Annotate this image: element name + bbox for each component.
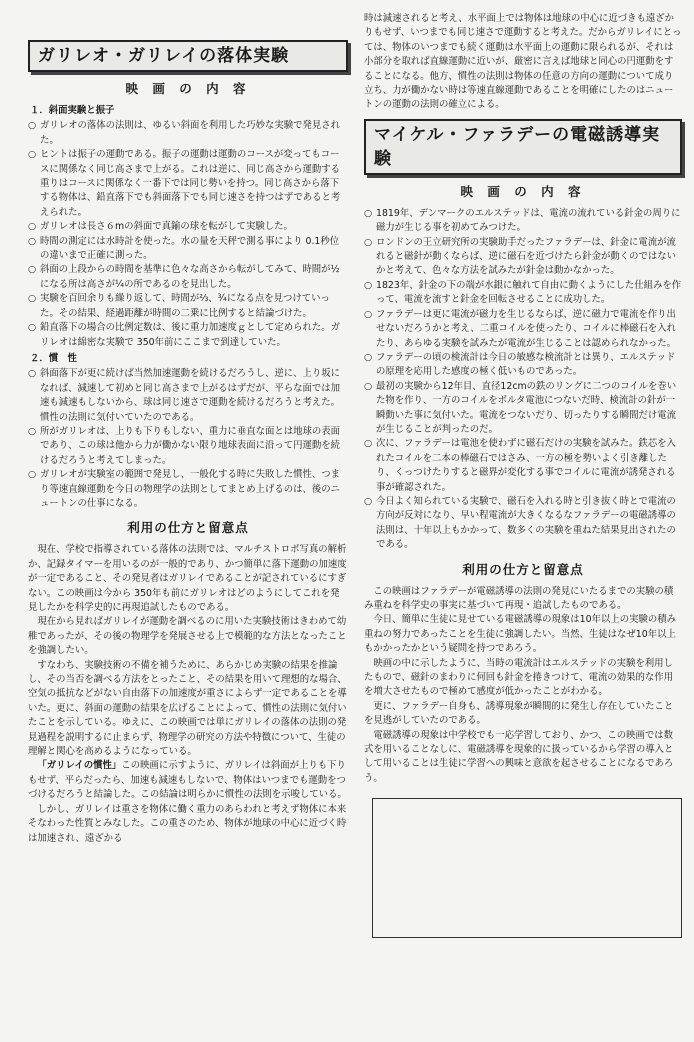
usage-paragraph: 「ガリレイの慣性」この映画に示すように、ガリレイは斜面が上りも下りもせず、平らだったら、加速も減速もしないで、物体はいつまでも運動をつづけるだろうと結論した。この結論は明らかに慣性の法則を示唆している。	[28, 760, 347, 801]
usage-paragraph: すなわち、実験技術の不備を補うために、あらかじめ実験の結果を推論し、その当否を調べる方法をとったこと、その結果を用いて理想的な場合、空気の抵抗などがない自由落下の加速度が重さによらず一定であることを導いた。更に、斜面の運動の結果を広げることによって、慣性の法則に気付いたことを示している。ゆえに、この映画では単にガリレイの落体の法則の発見過程を説明するに止まらず、物理学の研究の方法や特徴について、生徒の理解と関心を高めるようになっている。	[28, 659, 347, 758]
right-column	[364, 12, 682, 938]
list-item: ○ 1819年、デンマークのエルステッドは、電流の流れている針金の周りに磁力が生じる事を初めてみつけた。	[364, 207, 681, 234]
list-item: ○ ヒントは振子の運動である。振子の運動は運動のコースが変ってもコースに関係なく同じ高さまで上がる。これは逆に、同じ高さから運動する重りはコースに関係なく一番下では同じ勢いを持つ。同じ高さから落下する物体は、鉛直落下でも斜面落下でも同じ速さを持つはずであると考えられた。	[28, 149, 341, 218]
usage-paragraph: 更に、ファラデー自身も、誘導現象が瞬間的に発生し存在していたことを見逃がしていたのである。	[364, 700, 674, 727]
galileo-content-heading: 映 画 の 内 容	[125, 81, 251, 96]
usage-paragraph: 現在から見ればガリレイが運動を調べるのに用いた実験技術はきわめて幼稚であったが、その後の物理学を発展させる上で模範的な方法となったことを強調したい。	[28, 616, 347, 657]
section2-list	[28, 367, 348, 511]
faraday-content-heading: 映 画 の 内 容	[460, 183, 586, 199]
faraday-list	[364, 207, 682, 553]
usage-paragraph: しかし、ガリレイは重さを物体に働く重力のあらわれと考えず物体に本来そなわった性質とみなした。この重さのため、物体が地球の中心に近づく時は加速され、遠ざかる	[28, 803, 347, 844]
usage-paragraph: 今日、簡単に生徒に見せている電磁誘導の現象は10年以上の実験の積み重ねの努力であったことを生徒に強調したい。当然、生徒はなぜ10年以上もかかったかという疑問を持つであろう。	[364, 614, 676, 655]
usage-paragraph: この映画はファラデーが電磁誘導の法則の発見にいたるまでの実験の積み重ねを科学史の事実に基づいて再現・追試したものである。	[364, 585, 674, 611]
galileo-title: ガリレオ・ガリレイの落体実験	[28, 40, 348, 72]
list-item: ○ 1823年、針金の下の端が水銀に触れて自由に動くようにした仕組みを作って、電流を流すと針金を回転させることに成功した。	[364, 279, 682, 306]
list-item: ○ 実験を百回余りも繰り返して、時間が⅔、¾になる点を見つけていった。その結果、経過距離が時間の二乗に比例すると結論づけた。	[28, 293, 330, 319]
list-item: ○ ガリレオが実験室の範囲で発見し、一般化する時に失敗した慣性、つまり等速直線運動を今日の物理学の法則としてまとめ上げるのは、後のニュートンの仕事になる。	[28, 469, 341, 509]
list-item: ○ 斜面落下が更に続けば当然加速運動を続けるだろうし、逆に、上り坂になれば、減速して初めと同じ高さまで上がるはずだが、平らな面では加速も減速もしないから、球は同じ速さで運動を続けるだろうと考えた。慣性の法則に気付いていたのである。	[28, 368, 341, 423]
list-item: ○ ファラデーの頃の検流計は今日の敏感な検流計とは異り、エルステッドの原理を応用した感度の極く低いものであった。	[364, 351, 676, 378]
left-column	[28, 40, 348, 846]
list-item: ○ 最初の実験から12年目、直径12cmの鉄のリングに二つのコイルを巻いた物を作り、一方のコイルをボルタ電池につないだ時、検流計の針が一瞬動いた事に気付いた。電流をつないだり、切ったりする瞬間だけ電流が生じることが判ったのだ。	[364, 380, 677, 435]
section1-list	[28, 119, 348, 350]
list-item: ○ ガリレオは長さ６mの斜面で真鍮の球を転がして実験した。	[28, 221, 293, 233]
list-item: ○ ガリレオの落体の法則は、ゆるい斜面を利用した巧妙な実験で発見された。	[28, 120, 341, 146]
list-item: ○ 時間の測定には水時計を使った。水の量を天秤で測る事により 0.1秒位の違いまで正確に測った。	[28, 235, 340, 262]
section2-title: ２．慣 性	[30, 352, 77, 364]
list-item: ○ 斜面の上段からの時間を基準に色々な高さから転がしてみて、時間が½になる所は高さが¼の所であるのを見出した。	[28, 264, 340, 290]
notes-box	[372, 798, 682, 938]
list-item: ○ 次に、ファラデーは電池を使わずに磁石だけの実験を試みた。鉄芯を入れたコイルを二本の棒磁石ではさみ、一方の極を勢いよく引き離したり、くっつけたりすると磁界が変化する事でコイルに電流が誘発される事が確認された。	[364, 438, 676, 493]
usage-paragraph: 電磁誘導の現象は中学校でも一応学習しており、かつ、この映画では数式を用いることなしに、電磁誘導を現象的に扱っているから学習の導入として用いることは生徒に学習への興味と意欲を起させることになるであろう。	[364, 729, 674, 784]
list-item: ○ 所がガリレオは、上りも下りもしない、重力に垂直な面とは地球の表面であり、この球は他から力が働かない限り地球表面に沿って円運動を続けるだろうと考えてしまった。	[28, 425, 341, 466]
galileo-usage-heading: 利用の仕方と留意点	[127, 520, 249, 536]
faraday-usage-heading: 利用の仕方と留意点	[462, 561, 584, 577]
list-item: ○ 鉛直落下の場合の比例定数は、後に重力加速度ｇとして定められた。ガリレオは綿密な実験で 350年前にここまで到達していた。	[28, 322, 341, 348]
list-item: ○ ロンドンの王立研究所の実験助手だったファラデーは、針金に電流が流れると磁針が動くならば、逆に磁石を近づけたら針金が動くのではないかと考えて、色々な方法を試みたが針金は動かなかった。	[364, 236, 677, 277]
usage-paragraph: 映画の中に示したように、当時の電流計はエルステッドの実験を利用したもので、磁針のまわりに何回も針金を捲きつけて、電流の効果的な作用を増大させたもので極めて感度が低かったことがわかる。	[364, 657, 674, 698]
faraday-title: マイケル・ファラデーの電磁誘導実験	[364, 119, 682, 175]
list-item: ○ 今日よく知られている実験で、磁石を入れる時と引き抜く時とで電流の方向が反対になり、早い程電流が大きくなるなファラデーの電磁誘導の法則は、十年以上もかかって、数多くの実験を重ねた結果見出されたのである。	[364, 495, 676, 551]
continuation-paragraph: 時は減速されると考え、水平面上では物体は地球の中心に近づきも遠ざかりもせず、いつまでも同じ速さで運動すると考えた。だからガリレイにとっては、物体のいつまでも続く運動は水平面上の運動に限られるが、それは小部分を取れば直線運動に近いが、厳密に言えば地球と同心の円運動をすることになる。他方、慣性の法則は物体の任意の方向の運動について成り立ち、力が働かない時は等速直線運動であることを明確にしたのはニュートンの運動の法則の確立による。	[364, 13, 682, 111]
list-item: ○ ファラデーは更に電流が磁力を生じるならば、逆に磁力で電流を作り出せないだろうかと考え、二重コイルを使ったり、コイルに棒磁石を入れたり、あらゆる実験を試みたが電流が生じることは認められなかった。	[364, 308, 677, 349]
inertia-highlight: 「ガリレイの慣性」	[37, 760, 122, 772]
usage-paragraph: 現在、学校で指導されている落体の法則では、マルチストロボ写真の解析か、記録タイマーを用いるのが一般的であり、かつ簡単に落下運動の加速度が一定であること、その発見者はガリレイであることが記されているにすぎない。この映画は今から 350年も前にガリレオはどのようにしてこれを発見したかを科学史的に再現追試したものである。	[28, 544, 347, 613]
section1-title: １．斜面実験と振子	[30, 105, 115, 116]
